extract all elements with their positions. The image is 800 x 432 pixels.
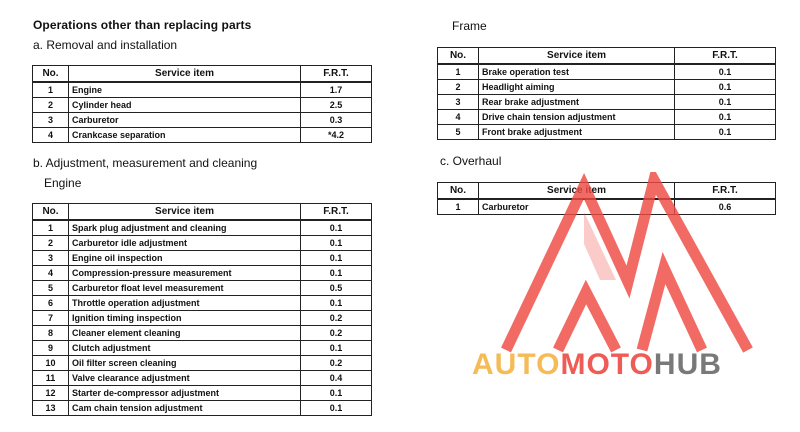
row-service-item: Rear brake adjustment <box>479 95 675 110</box>
removal-heading: a. Removal and installation <box>33 38 178 52</box>
row-no: 1 <box>33 220 69 236</box>
row-frt: *4.2 <box>301 128 372 143</box>
row-service-item: Ignition timing inspection <box>69 311 301 326</box>
row-no: 4 <box>33 128 69 143</box>
row-service-item: Compression-pressure measurement <box>69 266 301 281</box>
row-no: 2 <box>33 98 69 113</box>
row-no: 7 <box>33 311 69 326</box>
row-service-item: Cleaner element cleaning <box>69 326 301 341</box>
row-no: 3 <box>438 95 479 110</box>
table-row <box>33 371 372 386</box>
table-header-row <box>33 66 372 83</box>
row-service-item: Headlight aiming <box>479 80 675 95</box>
watermark-word-hub: HUB <box>653 348 722 381</box>
row-frt: 0.1 <box>675 110 776 125</box>
table-header-row <box>33 204 372 221</box>
col-no-header: No. <box>33 66 69 83</box>
row-no: 4 <box>438 110 479 125</box>
row-frt: 0.1 <box>675 95 776 110</box>
row-service-item: Oil filter screen cleaning <box>69 356 301 371</box>
row-frt: 0.1 <box>675 80 776 95</box>
col-no-header: No. <box>33 204 69 221</box>
row-no: 9 <box>33 341 69 356</box>
table-row <box>33 98 372 113</box>
row-service-item: Starter de-compressor adjustment <box>69 386 301 401</box>
col-item-header: Service item <box>479 183 675 200</box>
row-frt: 0.1 <box>301 386 372 401</box>
row-no: 12 <box>33 386 69 401</box>
row-frt: 0.1 <box>301 401 372 416</box>
table-row <box>33 311 372 326</box>
logo-shade <box>584 212 616 280</box>
row-frt: 0.1 <box>301 266 372 281</box>
row-frt: 0.5 <box>301 281 372 296</box>
row-frt: 1.7 <box>301 82 372 98</box>
row-frt: 0.1 <box>301 341 372 356</box>
row-service-item: Carburetor <box>479 199 675 215</box>
row-service-item: Front brake adjustment <box>479 125 675 140</box>
logo-inner-right-stroke <box>642 268 702 350</box>
row-frt: 0.1 <box>301 251 372 266</box>
overhaul-table <box>437 182 776 215</box>
row-frt: 0.2 <box>301 311 372 326</box>
table-row <box>33 236 372 251</box>
row-frt: 0.1 <box>301 236 372 251</box>
col-frt-header: F.R.T. <box>301 66 372 83</box>
table-row <box>33 386 372 401</box>
table-row <box>438 95 776 110</box>
frame-heading: Frame <box>452 19 487 33</box>
row-no: 10 <box>33 356 69 371</box>
row-frt: 0.6 <box>675 199 776 215</box>
row-no: 11 <box>33 371 69 386</box>
watermark-text <box>472 348 722 382</box>
row-no: 2 <box>438 80 479 95</box>
watermark-word-auto: AUTO <box>472 348 561 381</box>
table-row <box>33 251 372 266</box>
table-row <box>438 64 776 80</box>
col-no-header: No. <box>438 183 479 200</box>
table-row <box>33 128 372 143</box>
row-no: 5 <box>438 125 479 140</box>
row-frt: 2.5 <box>301 98 372 113</box>
table-row <box>33 82 372 98</box>
table-row <box>33 113 372 128</box>
engine-table <box>32 203 372 416</box>
table-row <box>438 80 776 95</box>
section-title: Operations other than replacing parts <box>33 18 252 32</box>
row-service-item: Engine oil inspection <box>69 251 301 266</box>
row-frt: 0.1 <box>675 125 776 140</box>
row-no: 1 <box>438 199 479 215</box>
row-service-item: Carburetor idle adjustment <box>69 236 301 251</box>
row-frt: 0.1 <box>301 296 372 311</box>
col-item-header: Service item <box>479 48 675 65</box>
row-no: 1 <box>438 64 479 80</box>
col-item-header: Service item <box>69 204 301 221</box>
row-service-item: Engine <box>69 82 301 98</box>
col-no-header: No. <box>438 48 479 65</box>
row-service-item: Cylinder head <box>69 98 301 113</box>
row-frt: 0.1 <box>675 64 776 80</box>
table-row <box>33 266 372 281</box>
table-row <box>33 341 372 356</box>
row-no: 3 <box>33 251 69 266</box>
table-row <box>33 401 372 416</box>
row-no: 4 <box>33 266 69 281</box>
row-frt: 0.4 <box>301 371 372 386</box>
row-no: 5 <box>33 281 69 296</box>
row-service-item: Crankcase separation <box>69 128 301 143</box>
table-header-row <box>438 183 776 200</box>
row-service-item: Cam chain tension adjustment <box>69 401 301 416</box>
table-header-row <box>438 48 776 65</box>
table-row <box>33 356 372 371</box>
adjustment-heading: b. Adjustment, measurement and cleaning <box>33 156 258 170</box>
table-row <box>438 110 776 125</box>
col-item-header: Service item <box>69 66 301 83</box>
table-row <box>33 281 372 296</box>
row-service-item: Carburetor <box>69 113 301 128</box>
row-no: 8 <box>33 326 69 341</box>
row-service-item: Throttle operation adjustment <box>69 296 301 311</box>
row-frt: 0.2 <box>301 356 372 371</box>
logo-inner-left-stroke <box>558 292 616 350</box>
row-service-item: Clutch adjustment <box>69 341 301 356</box>
table-row <box>33 296 372 311</box>
table-row <box>438 125 776 140</box>
row-frt: 0.3 <box>301 113 372 128</box>
col-frt-header: F.R.T. <box>675 48 776 65</box>
frame-table <box>437 47 776 140</box>
row-frt: 0.1 <box>301 220 372 236</box>
row-frt: 0.2 <box>301 326 372 341</box>
table-row <box>438 199 776 215</box>
overhaul-heading: c. Overhaul <box>440 154 502 168</box>
removal-table <box>32 65 372 143</box>
col-frt-header: F.R.T. <box>301 204 372 221</box>
row-service-item: Carburetor float level measurement <box>69 281 301 296</box>
row-service-item: Spark plug adjustment and cleaning <box>69 220 301 236</box>
watermark-word-moto: MOTO <box>560 348 654 381</box>
row-service-item: Drive chain tension adjustment <box>479 110 675 125</box>
row-service-item: Brake operation test <box>479 64 675 80</box>
row-no: 2 <box>33 236 69 251</box>
row-no: 3 <box>33 113 69 128</box>
table-row <box>33 326 372 341</box>
col-frt-header: F.R.T. <box>675 183 776 200</box>
row-no: 1 <box>33 82 69 98</box>
row-service-item: Valve clearance adjustment <box>69 371 301 386</box>
row-no: 13 <box>33 401 69 416</box>
engine-heading: Engine <box>44 176 82 190</box>
row-no: 6 <box>33 296 69 311</box>
table-row <box>33 220 372 236</box>
